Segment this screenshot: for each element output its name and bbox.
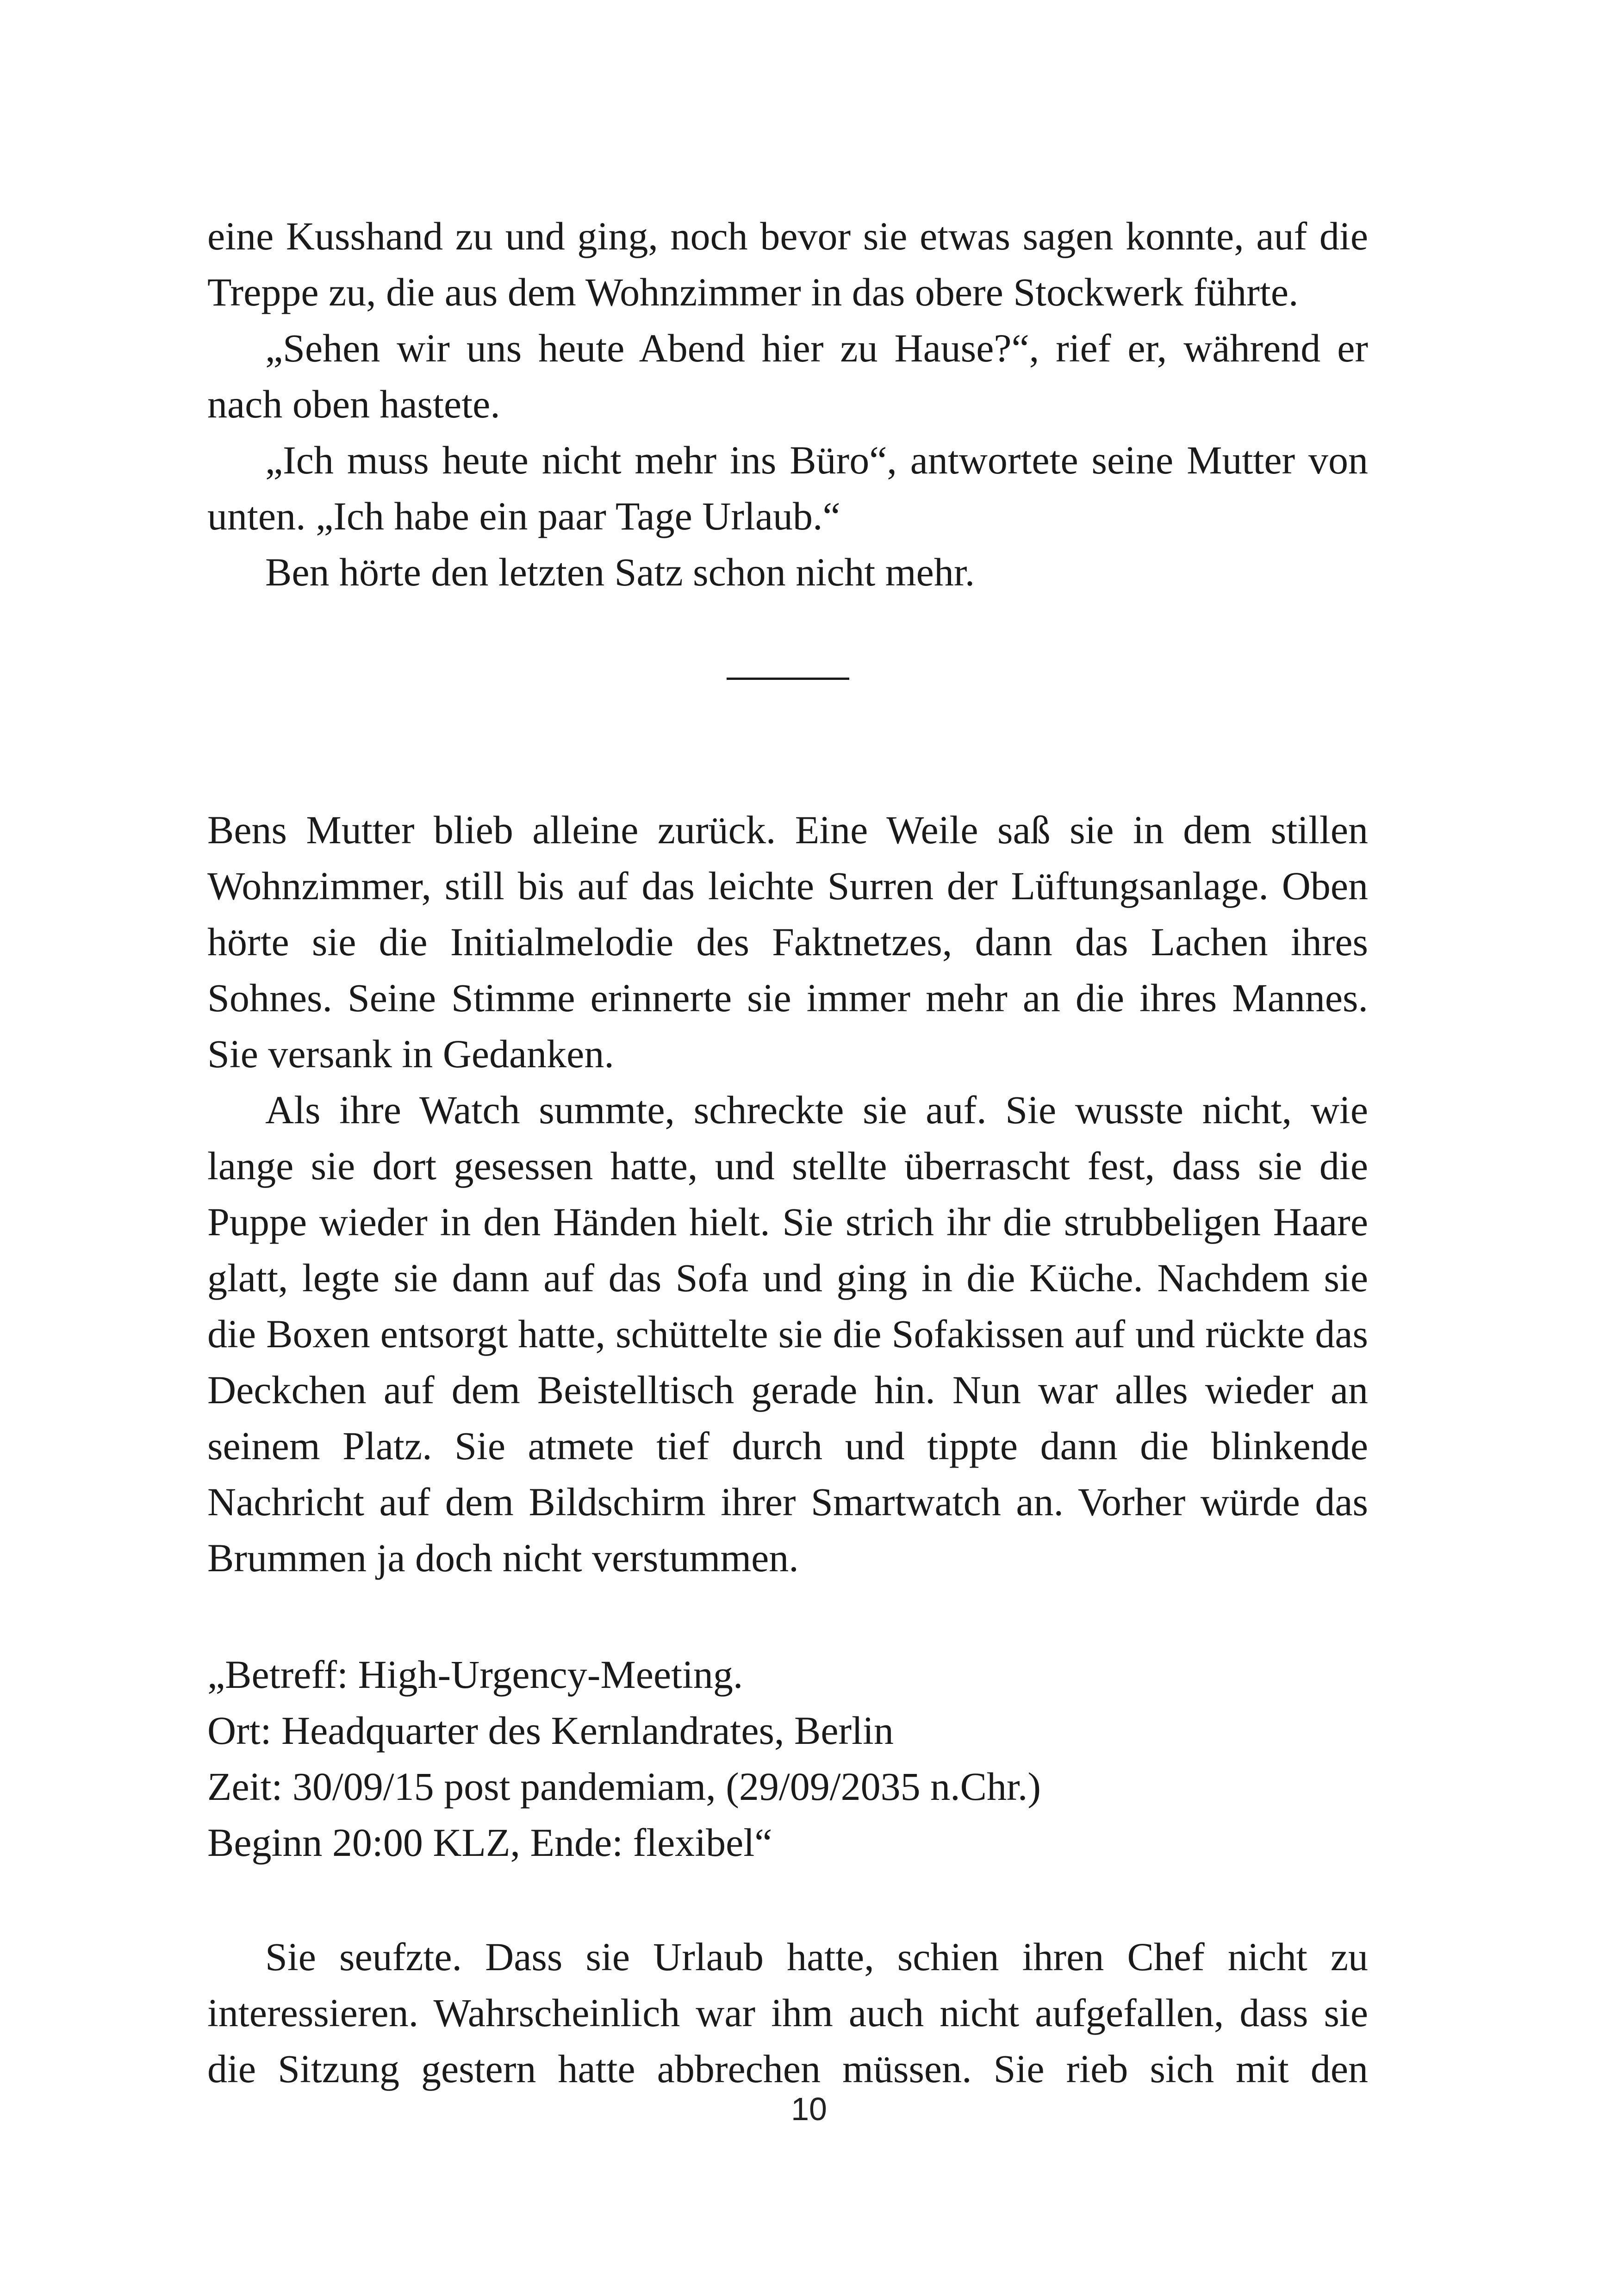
text-block-middle [207, 802, 1368, 1586]
paragraph: Als ihre Watch summte, schreckte sie auf. Sie wusste nicht, wie lange sie dort gesessen hatte, und stellte überrascht fest, dass sie die Puppe wieder in den Händen hielt. Sie strich ihr die strubbeligen Haare glatt, legte sie dann auf das Sofa und ging in die Küche. Nachdem sie die Boxen entsorgt hatte, schüttelte sie die Sofakissen auf und rückte das Deckchen auf dem Beistelltisch gerade hin. Nun war alles wieder an seinem Platz. Sie atmete tief durch und tippte dann die blinkende Nachricht auf dem Bildschirm ihrer Smartwatch an. Vorher würde das Brummen ja doch nicht verstummen. [207, 1088, 1368, 1580]
paragraph: eine Kusshand zu und ging, noch bevor sie etwas sagen konnte, auf die Treppe zu, die aus dem Wohnzimmer in das obere Stockwerk führte. [207, 214, 1368, 314]
message-line-schedule: Beginn 20:00 KLZ, Ende: flexibel“ [207, 1820, 772, 1865]
message-block [207, 1647, 1368, 1871]
paragraph: Bens Mutter blieb alleine zurück. Eine Weile saß sie in dem stillen Wohnzimmer, still bis auf das leichte Surren der Lüftungsanlage. Oben hörte sie die Initialmelodie des Faktnetzes, dann das Lachen ihres Sohnes. Seine Stimme erinnerte sie immer mehr an die ihres Mannes. Sie versank in Gedanken. [207, 808, 1368, 1076]
paragraph: „Sehen wir uns heute Abend hier zu Hause?“, rief er, während er nach oben hastete. [207, 326, 1368, 426]
message-line-location: Ort: Headquarter des Kernlandrates, Berlin [207, 1708, 894, 1753]
section-divider [727, 678, 849, 680]
paragraph: Ben hörte den letzten Satz schon nicht mehr. [265, 550, 975, 594]
paragraph: „Ich muss heute nicht mehr ins Büro“, antwortete seine Mutter von unten. „Ich habe ein paar Tage Urlaub.“ [207, 438, 1368, 538]
paragraph: Sie seufzte. Dass sie Urlaub hatte, schien ihren Chef nicht zu interessieren. Wahrscheinlich war ihm auch nicht aufgefallen, dass sie die Sitzung gestern hatte abbrechen müssen. Sie rieb sich mit den [207, 1935, 1368, 2091]
book-page [207, 208, 1368, 2097]
page-number: 10 [791, 2091, 827, 2127]
message-line-subject: „Betreff: High-Urgency-Meeting. [207, 1652, 743, 1697]
text-block-top [207, 208, 1368, 600]
message-line-time: Zeit: 30/09/15 post pandemiam, (29/09/2035 n.Chr.) [207, 1764, 1041, 1809]
text-block-bottom [207, 1929, 1368, 2097]
